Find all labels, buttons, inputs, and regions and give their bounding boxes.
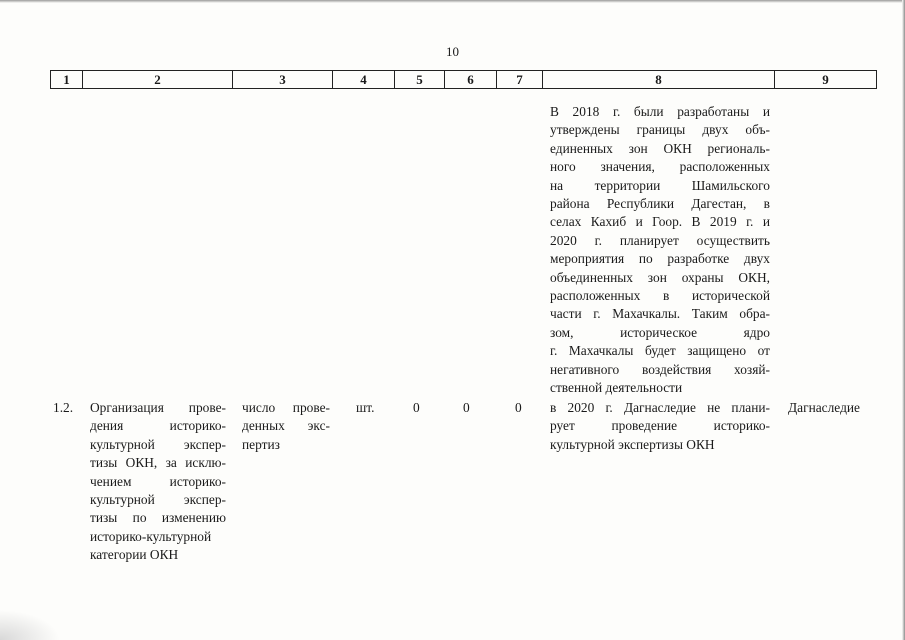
column-header-row: [51, 71, 877, 89]
paragraph-line: 2020 г. планирует осуществить: [550, 232, 770, 248]
status-note-line: в 2020 г. Дагнаследие не плани-: [550, 400, 770, 415]
paragraph-line: мероприятия по разработке двух: [550, 251, 770, 267]
column-header-9: 9: [775, 71, 877, 89]
scan-edge-top: [0, 0, 905, 3]
indicator-name: [242, 399, 330, 454]
measure-name-line: дения историко-: [90, 418, 226, 434]
paragraph-line: В 2018 г. были разработаны и: [550, 104, 770, 119]
paragraph-line: единенных зон ОКН региональ-: [550, 140, 770, 156]
column-header-7: 7: [497, 71, 543, 89]
value-column-5: 0: [413, 400, 420, 415]
indicator-line: число прове-: [242, 400, 330, 415]
row-number: 1.2.: [53, 400, 74, 415]
column-header-2: 2: [83, 71, 233, 89]
measure-name-line: тизы ОКН, за исклю-: [90, 455, 226, 471]
paragraph-line: ного значения, расположенных: [550, 159, 770, 175]
paragraph-line: района Республики Дагестан, в: [550, 196, 770, 212]
indicator-line: денных экс-: [242, 418, 330, 434]
measure-name-line: Организация прове-: [90, 400, 226, 415]
status-note: [550, 399, 770, 454]
paragraph-line: части г. Махачкалы. Таким обра-: [550, 306, 770, 322]
paragraph-line: зом, историческое ядро: [550, 324, 770, 340]
paragraph-line: г. Махачкалы будет защищено от: [550, 343, 770, 359]
status-note-line: рует проведение историко-: [550, 418, 770, 434]
measure-name-line: культурной экспер-: [90, 436, 226, 452]
continuation-paragraph: [550, 103, 770, 398]
paragraph-line: ственной деятельности: [550, 380, 683, 396]
paragraph-line: селах Кахиб и Гоор. В 2019 г. и: [550, 214, 770, 230]
measure-name-line: культурной экспер-: [90, 492, 226, 508]
column-header-5: 5: [395, 71, 445, 89]
paragraph-line: на территории Шамильского: [550, 177, 770, 193]
measure-name-line: категории ОКН: [90, 547, 179, 563]
indicator-line: пертиз: [242, 436, 280, 452]
scan-shadow: [0, 610, 60, 640]
column-header-4: 4: [333, 71, 395, 89]
value-column-6: 0: [463, 400, 470, 415]
column-header-6: 6: [445, 71, 497, 89]
value-column-7: 0: [515, 400, 522, 415]
status-note-line: культурной экспертизы ОКН: [550, 436, 715, 452]
page-number: 10: [446, 44, 459, 59]
measure-name-line: историко-культурной: [90, 528, 212, 544]
paragraph-line: негативного воздействия хозяй-: [550, 361, 770, 377]
column-header-table: [50, 70, 877, 89]
unit-of-measure: шт.: [356, 400, 375, 415]
measure-name-line: чением историко-: [90, 473, 226, 489]
column-header-1: 1: [51, 71, 83, 89]
column-header-3: 3: [233, 71, 333, 89]
paragraph-line: объединенных зон охраны ОКН,: [550, 269, 770, 285]
paragraph-line: расположенных в исторической: [550, 288, 770, 304]
column-header-8: 8: [543, 71, 775, 89]
responsible-executor: Дагнаследие: [788, 400, 860, 415]
measure-name-line: тизы по изменению: [90, 510, 226, 526]
measure-name: [90, 399, 226, 565]
paragraph-line: утверждены границы двух объ-: [550, 122, 770, 138]
